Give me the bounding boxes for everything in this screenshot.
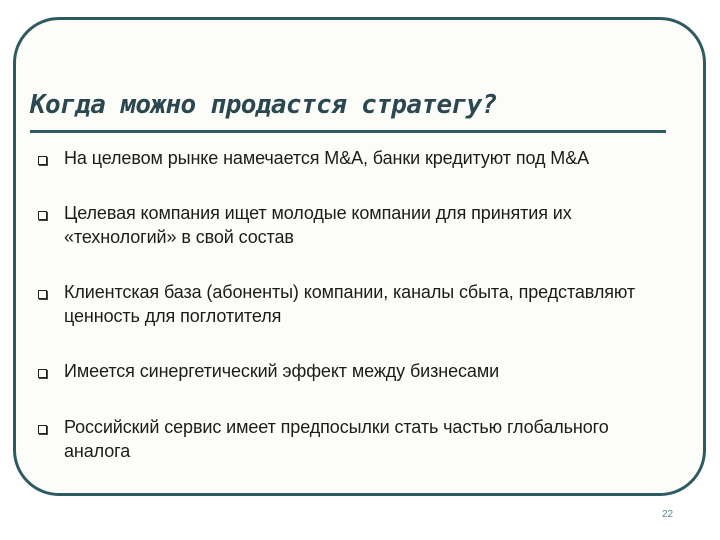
bullet-item	[38, 280, 678, 328]
bullet-item	[38, 359, 678, 383]
bullet-list	[38, 146, 678, 494]
bullet-item	[38, 415, 678, 463]
page-number: 22	[662, 509, 674, 520]
hollow-square-bullet-icon	[38, 425, 47, 434]
bullet-item	[38, 146, 678, 170]
bullet-text: Имеется синергетический эффект между бизнесами	[64, 361, 500, 381]
title-underline	[30, 130, 666, 133]
bullet-text: Российский сервис имеет предпосылки стать частью глобального аналога	[64, 417, 609, 461]
bullet-item	[38, 201, 678, 249]
bullet-text: Целевая компания ищет молодые компании для принятия их «технологий» в свой состав	[64, 203, 572, 247]
hollow-square-bullet-icon	[38, 290, 47, 299]
bullet-text: Клиентская база (абоненты) компании, каналы сбыта, представляют ценность для поглотителя	[64, 282, 636, 326]
bullet-text: На целевом рынке намечается M&A, банки кредитуют под M&A	[64, 148, 590, 168]
hollow-square-bullet-icon	[38, 156, 47, 165]
hollow-square-bullet-icon	[38, 369, 47, 378]
slide-title: Когда можно продастся стратегу?	[30, 90, 497, 120]
hollow-square-bullet-icon	[38, 211, 47, 220]
